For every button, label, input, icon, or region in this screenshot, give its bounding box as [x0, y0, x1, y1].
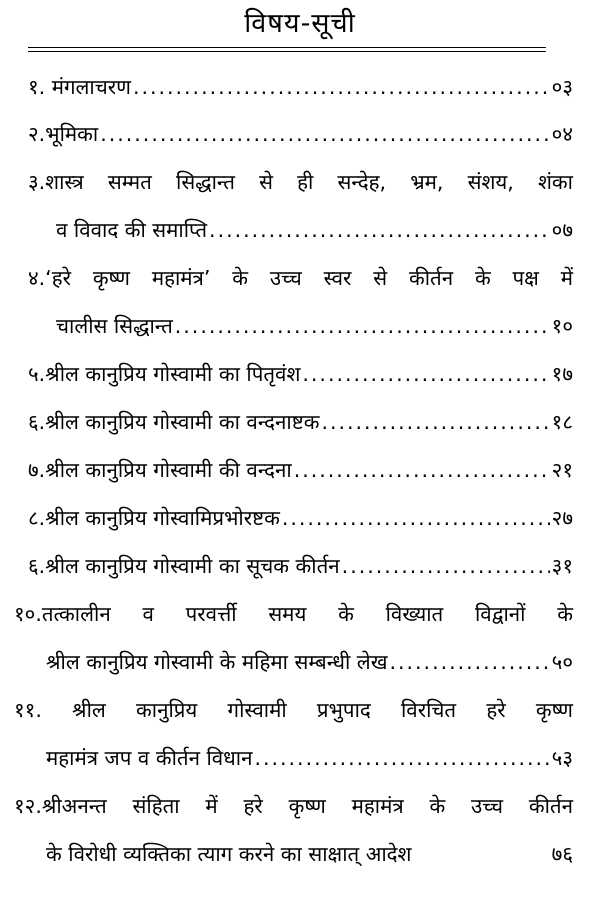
dot-leader — [100, 117, 549, 151]
dot-leader — [302, 357, 549, 391]
toc-entry-line — [28, 357, 573, 391]
toc-entry-line: ११. श्रील कानुप्रिय गोस्वामी प्रभुपाद विरचित हरे कृष्ण — [14, 698, 573, 722]
toc-entry-line — [46, 837, 573, 871]
toc-entry-title: चालीस सिद्धान्त — [56, 314, 173, 338]
toc-entry-title: १. मंगलाचरण — [28, 75, 131, 99]
toc-entry-page: २७ — [551, 506, 573, 530]
dot-leader — [254, 741, 549, 775]
toc-entry-title: ६.श्रील कानुप्रिय गोस्वामी का वन्दनाष्टक — [28, 410, 320, 434]
toc-entry-title: ७.श्रील कानुप्रिय गोस्वामी की वन्दना — [28, 458, 292, 482]
toc-entry-title: ६.श्रील कानुप्रिय गोस्वामी का सूचक कीर्तन — [28, 554, 340, 578]
toc-entry-title: ८.श्रील कानुप्रिय गोस्वामिप्रभोरष्टक — [28, 506, 280, 530]
toc-entry-line: १२.श्रीअनन्त संहिता में हरे कृष्ण महामंत्र के उच्च कीर्तन — [14, 794, 573, 818]
toc-entry-line — [56, 213, 573, 247]
toc-entry-line: ४.‘हरे कृष्ण महामंत्र’ के उच्च स्वर से कीर्तन के पक्ष में — [28, 266, 573, 290]
dot-leader — [389, 645, 549, 679]
dot-leader — [342, 549, 550, 583]
toc-entry-line — [28, 501, 573, 535]
toc-entry-page: ५० — [551, 650, 573, 674]
toc-entry-line — [28, 70, 573, 104]
toc-entry-title: २.भूमिका — [28, 122, 99, 146]
dot-leader — [133, 70, 550, 104]
dot-leader — [209, 213, 550, 247]
toc-entry-page: ०३ — [551, 75, 573, 99]
toc-entry-line — [56, 309, 573, 343]
toc-entry-page: १७ — [551, 362, 573, 386]
toc-entry-title: ५.श्रील कानुप्रिय गोस्वामी का पितृवंश — [28, 362, 301, 386]
toc-entry-page: २१ — [551, 458, 573, 482]
toc-entry-line — [28, 117, 573, 151]
toc-entry-title: के विरोधी व्यक्तिका त्याग करने का साक्षात् आदेश — [46, 842, 412, 866]
toc-entry-line — [46, 741, 573, 775]
toc-entry-page: ५३ — [551, 746, 573, 770]
toc-entry-title: श्रील कानुप्रिय गोस्वामी के महिमा सम्बन्धी लेख — [46, 650, 388, 674]
toc-entry-line — [28, 405, 573, 439]
toc-entry-page: ७६ — [551, 842, 573, 866]
toc-entry-page: ३१ — [551, 554, 573, 578]
dot-leader — [321, 405, 549, 439]
page-title: विषय-सूची — [244, 8, 356, 39]
toc-entry-page: ०७ — [551, 218, 573, 242]
dot-leader — [175, 309, 550, 343]
toc-entry-page: १८ — [551, 410, 573, 434]
toc-entry-line: ३.शास्त्र सम्मत सिद्धान्त से ही सन्देह, भ्रम, संशय, शंका — [28, 170, 573, 194]
toc-entry-line — [46, 645, 573, 679]
toc-entry-line — [28, 549, 573, 583]
toc-entry-title: व विवाद की समाप्ति — [56, 218, 208, 242]
toc-entry-title: महामंत्र जप व कीर्तन विधान — [46, 746, 253, 770]
toc-entry-line: १०.तत्कालीन व परवर्त्ती समय के विख्यात विद्वानों के — [14, 602, 573, 626]
toc-entry-page: १० — [551, 314, 573, 338]
dot-leader — [294, 453, 550, 487]
dot-leader — [282, 501, 550, 535]
toc-entry-line — [28, 453, 573, 487]
toc-entry-page: ०४ — [551, 122, 573, 146]
